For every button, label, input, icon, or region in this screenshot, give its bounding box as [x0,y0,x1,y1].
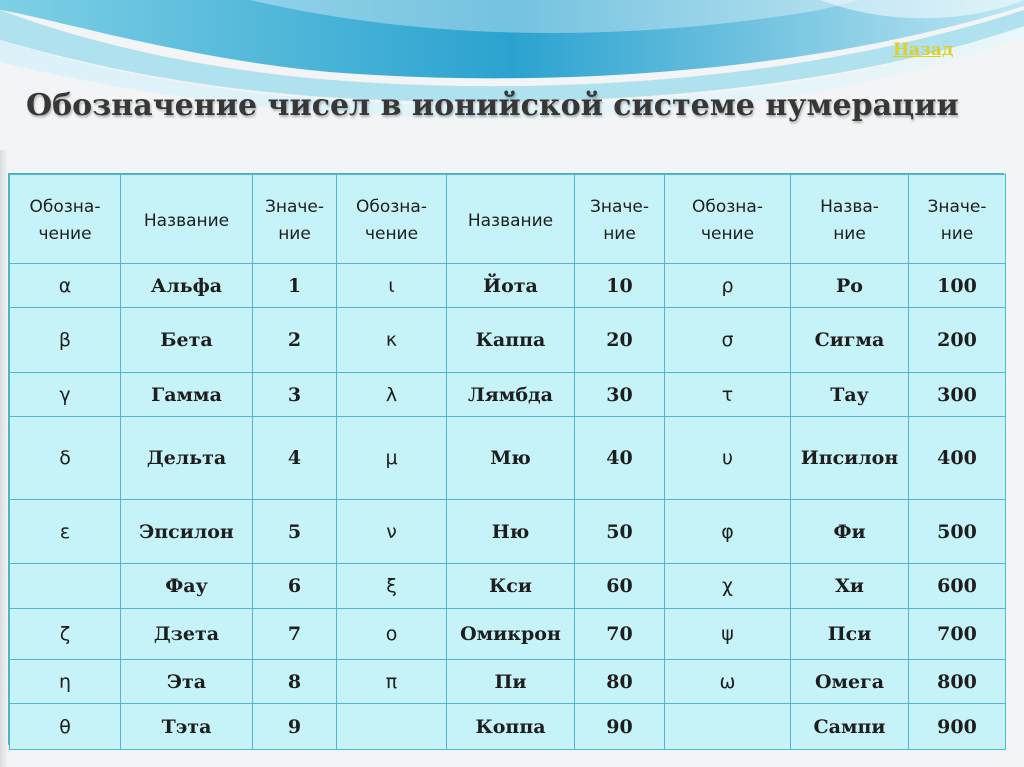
letter-cell: φ [665,500,791,564]
table-row [10,264,1006,308]
value-cell: 300 [909,373,1006,417]
name-cell: Омикрон [447,609,575,660]
letter-cell: ρ [665,264,791,308]
value-cell: 200 [909,308,1006,373]
letter-cell: σ [665,308,791,373]
letter-cell: κ [337,308,447,373]
table-row [10,609,1006,660]
header-designation-2: Обозна- чение [337,175,447,264]
value-cell: 20 [575,308,665,373]
letter-cell [665,704,791,750]
name-cell: Гамма [121,373,253,417]
table-row [10,500,1006,564]
name-cell: Омега [791,660,909,704]
letter-cell: ι [337,264,447,308]
letter-cell: ζ [10,609,121,660]
letter-cell: ο [337,609,447,660]
name-cell: Ню [447,500,575,564]
name-cell: Эта [121,660,253,704]
letter-cell: ψ [665,609,791,660]
value-cell: 70 [575,609,665,660]
letter-cell: π [337,660,447,704]
header-name-3: Назва- ние [791,175,909,264]
numeral-table-container [8,173,1004,745]
value-cell: 60 [575,564,665,609]
name-cell: Каппа [447,308,575,373]
name-cell: Коппа [447,704,575,750]
name-cell: Сампи [791,704,909,750]
value-cell: 9 [253,704,337,750]
letter-cell: τ [665,373,791,417]
name-cell: Ро [791,264,909,308]
back-link[interactable]: Назад [893,40,954,60]
letter-cell: ε [10,500,121,564]
table-row [10,417,1006,500]
name-cell: Ипсилон [791,417,909,500]
name-cell: Мю [447,417,575,500]
letter-cell: ω [665,660,791,704]
table-row [10,308,1006,373]
name-cell: Фау [121,564,253,609]
value-cell: 40 [575,417,665,500]
left-edge-shadow [0,150,8,767]
header-value-2: Значе- ние [575,175,665,264]
ionic-numeral-table [9,174,1006,750]
value-cell: 10 [575,264,665,308]
value-cell: 90 [575,704,665,750]
letter-cell: υ [665,417,791,500]
name-cell: Тау [791,373,909,417]
value-cell: 3 [253,373,337,417]
value-cell: 100 [909,264,1006,308]
value-cell: 50 [575,500,665,564]
letter-cell: α [10,264,121,308]
name-cell: Фи [791,500,909,564]
table-row [10,704,1006,750]
letter-cell: χ [665,564,791,609]
table-row [10,660,1006,704]
letter-cell [10,564,121,609]
table-header-row [10,175,1006,264]
header-designation-3: Обозна- чение [665,175,791,264]
letter-cell: β [10,308,121,373]
value-cell: 5 [253,500,337,564]
name-cell: Эпсилон [121,500,253,564]
value-cell: 400 [909,417,1006,500]
value-cell: 8 [253,660,337,704]
header-value-3: Значе- ние [909,175,1006,264]
value-cell: 7 [253,609,337,660]
name-cell: Дзета [121,609,253,660]
table-row [10,564,1006,609]
value-cell: 4 [253,417,337,500]
name-cell: Кси [447,564,575,609]
decorative-waves [0,0,1024,150]
value-cell: 800 [909,660,1006,704]
letter-cell: λ [337,373,447,417]
table-row [10,373,1006,417]
value-cell: 700 [909,609,1006,660]
letter-cell: μ [337,417,447,500]
name-cell: Дельта [121,417,253,500]
letter-cell: θ [10,704,121,750]
name-cell: Альфа [121,264,253,308]
value-cell: 1 [253,264,337,308]
value-cell: 600 [909,564,1006,609]
value-cell: 80 [575,660,665,704]
page-title: Обозначение чисел в ионийской системе нумерации [26,88,959,123]
name-cell: Пси [791,609,909,660]
header-name-2: Название [447,175,575,264]
header-designation-1: Обозна- чение [10,175,121,264]
value-cell: 2 [253,308,337,373]
letter-cell: ν [337,500,447,564]
name-cell: Бета [121,308,253,373]
name-cell: Сигма [791,308,909,373]
letter-cell: γ [10,373,121,417]
letter-cell: ξ [337,564,447,609]
value-cell: 500 [909,500,1006,564]
letter-cell: η [10,660,121,704]
value-cell: 6 [253,564,337,609]
header-value-1: Значе- ние [253,175,337,264]
header-name-1: Название [121,175,253,264]
name-cell: Лямбда [447,373,575,417]
value-cell: 900 [909,704,1006,750]
name-cell: Йота [447,264,575,308]
table-body [10,264,1006,750]
name-cell: Тэта [121,704,253,750]
name-cell: Пи [447,660,575,704]
letter-cell [337,704,447,750]
name-cell: Хи [791,564,909,609]
letter-cell: δ [10,417,121,500]
value-cell: 30 [575,373,665,417]
